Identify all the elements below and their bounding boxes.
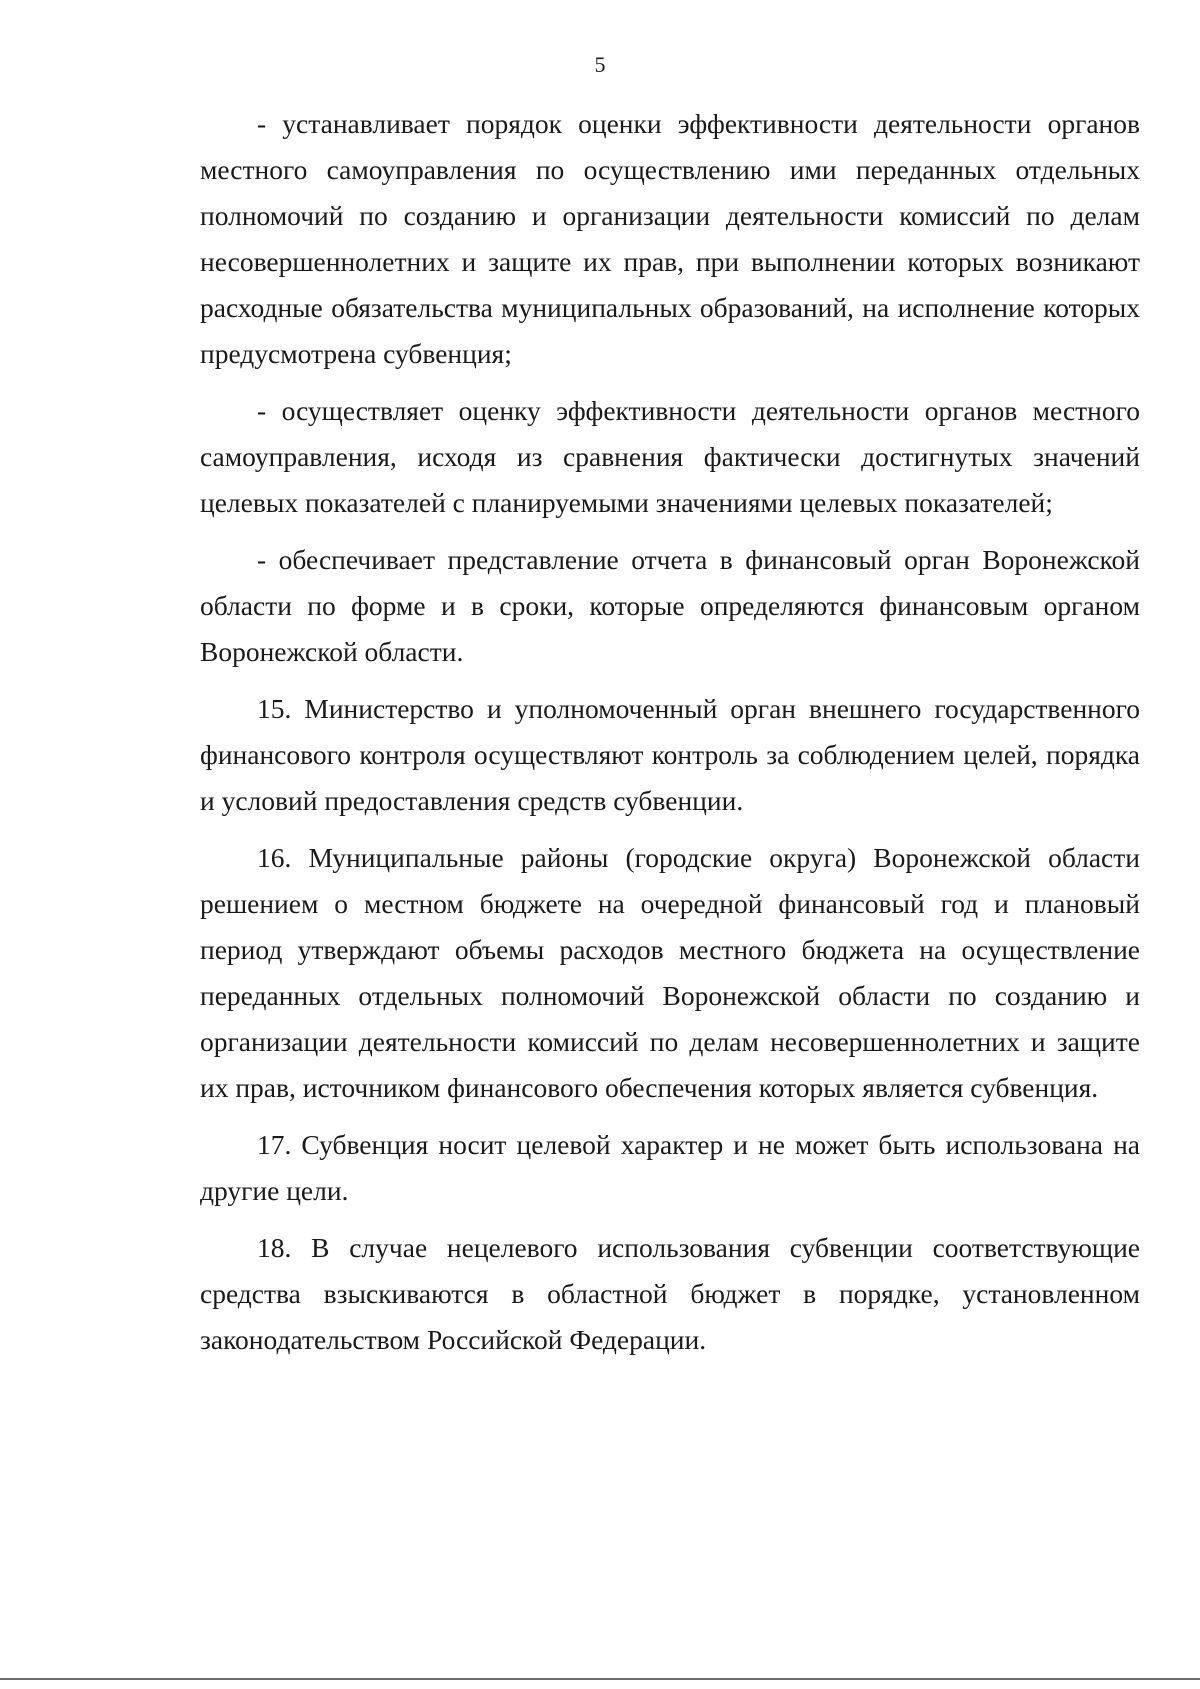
paragraph-item-16: 16. Муниципальные районы (городские округа) Воронежской области решением о местном бюджете на очередной финансовый год и плановый период утверждают объемы расходов местного бюджета на осуществление переданных отдельных полномочий Воронежской области по созданию и организации деятельности комиссий по делам несовершеннолетних и защите их прав, источником финансового обеспечения которых является субвенция.: [200, 842, 1140, 1103]
paragraph-item-17: 17. Субвенция носит целевой характер и не может быть использована на другие цели.: [200, 1129, 1140, 1206]
paragraph-bullet-evaluation: - осуществляет оценку эффективности деятельности органов местного самоуправления, исходя из сравнения фактически достигнутых значений целевых показателей с планируемыми значениями целевых показателей;: [200, 395, 1140, 518]
scan-bottom-edge-line: [0, 1678, 1200, 1680]
paragraph-item-15: 15. Министерство и уполномоченный орган внешнего государственного финансового контроля осуществляют контроль за соблюдением целей, порядка и условий предоставления средств субвенции.: [200, 693, 1140, 816]
paragraph-bullet-report: - обеспечивает представление отчета в финансовый орган Воронежской области по форме и в сроки, которые определяются финансовым органом Воронежской области.: [200, 544, 1140, 667]
page-number: 5: [594, 52, 606, 77]
paragraph-item-18: 18. В случае нецелевого использования субвенции соответствующие средства взыскиваются в областной бюджет в порядке, установленном законодательством Российской Федерации.: [200, 1232, 1140, 1355]
paragraph-bullet-evaluation-procedure: - устанавливает порядок оценки эффективности деятельности органов местного самоуправления по осуществлению ими переданных отдельных полномочий по созданию и организации деятельности комиссий по делам несовершеннолетних и защите их прав, при выполнении которых возникают расходные обязательства муниципальных образований, на исполнение которых предусмотрена субвенция;: [200, 108, 1140, 369]
document-body: [200, 101, 1140, 1363]
